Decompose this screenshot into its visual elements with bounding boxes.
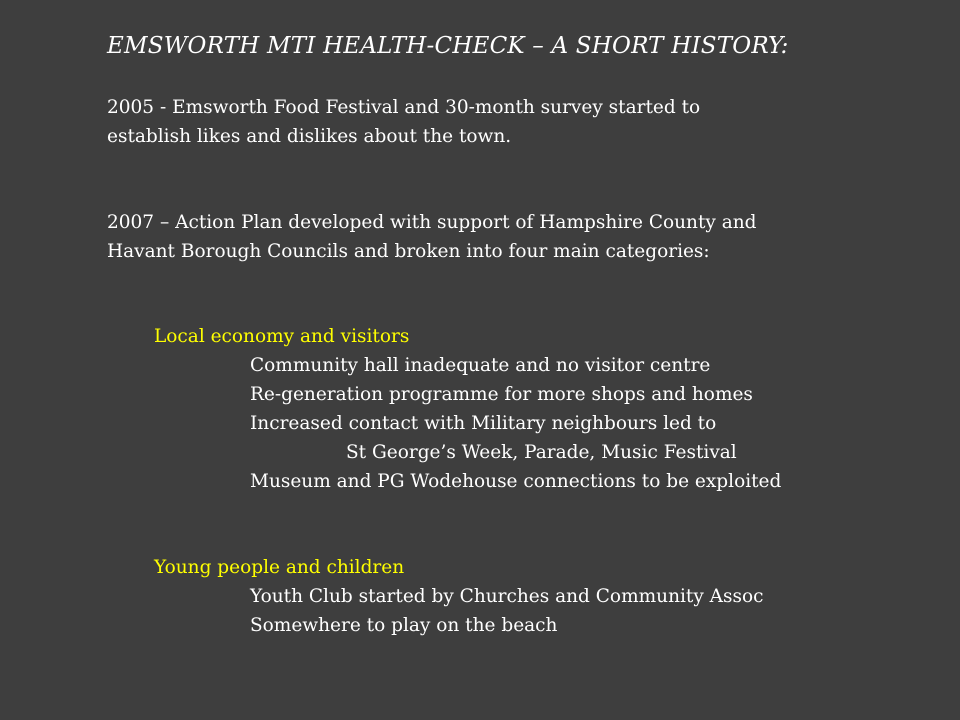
- slide: [107, 0, 937, 720]
- paragraph-line: 2007 – Action Plan developed with support of Hampshire County and: [107, 212, 757, 233]
- list-item: Increased contact with Military neighbours led to: [250, 413, 717, 434]
- list-subitem: St George’s Week, Parade, Music Festival: [346, 442, 737, 463]
- list-item: Somewhere to play on the beach: [250, 615, 558, 636]
- section-heading: Local economy and visitors: [154, 326, 410, 347]
- paragraph-line: establish likes and dislikes about the town.: [107, 126, 512, 147]
- list-item: Community hall inadequate and no visitor centre: [250, 355, 711, 376]
- paragraph-line: 2005 - Emsworth Food Festival and 30-month survey started to: [107, 97, 701, 118]
- history-paragraph-2005: [107, 93, 700, 151]
- history-paragraph-2007: [107, 208, 757, 266]
- section-local-economy: [154, 322, 781, 496]
- section-heading: Young people and children: [154, 557, 405, 578]
- list-item: Museum and PG Wodehouse connections to be exploited: [250, 471, 782, 492]
- slide-title: EMSWORTH MTI HEALTH-CHECK – A SHORT HISTORY:: [107, 33, 789, 59]
- section-young-people: [154, 553, 764, 640]
- paragraph-line: Havant Borough Councils and broken into four main categories:: [107, 241, 710, 262]
- list-item: Youth Club started by Churches and Community Assoc: [250, 586, 764, 607]
- list-item: Re-generation programme for more shops and homes: [250, 384, 753, 405]
